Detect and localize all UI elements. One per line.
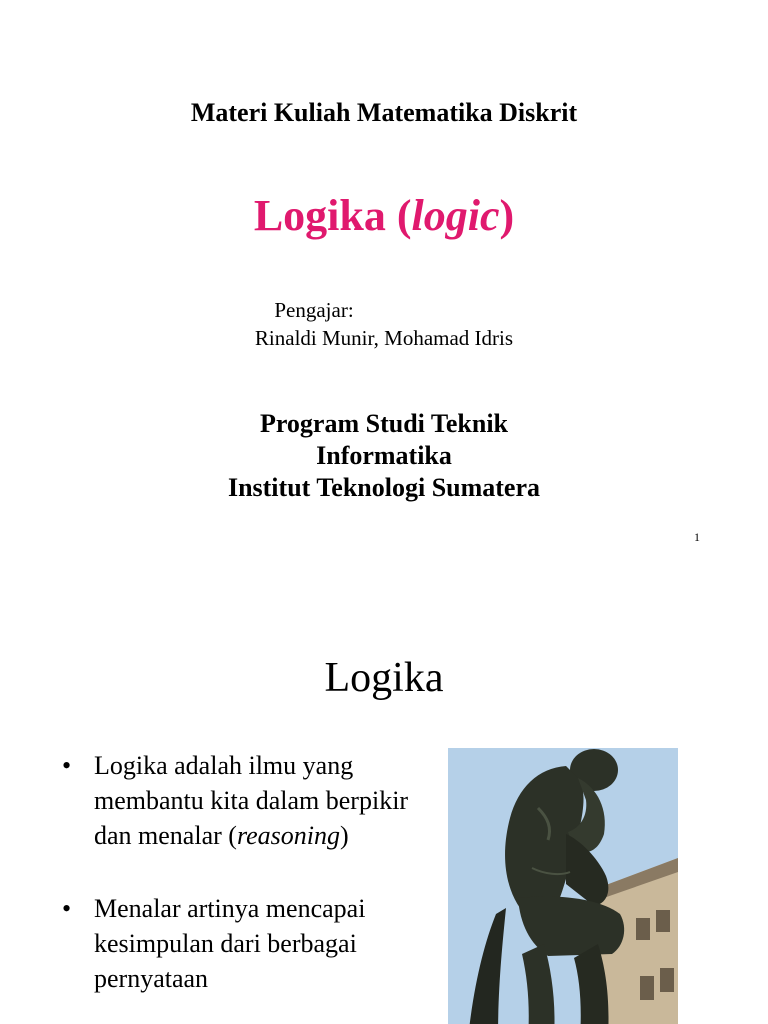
- thinker-statue-image: [448, 748, 678, 1024]
- bullet-dot-icon: •: [62, 751, 72, 780]
- slide-2-title: Logika: [324, 655, 444, 701]
- course-title: Materi Kuliah Matematika Diskrit: [190, 98, 578, 127]
- institution-line-1: Program Studi Teknik: [259, 409, 509, 438]
- title-close-text: ): [499, 191, 515, 240]
- institution-line-2: Informatika: [316, 441, 452, 470]
- bullet-item-2: [62, 891, 422, 996]
- slide-title: [0, 190, 768, 241]
- slide-2: [0, 576, 768, 1024]
- institution-block: [0, 408, 768, 504]
- bullet-dot-icon: •: [62, 894, 72, 923]
- institution-line-3: Institut Teknologi Sumatera: [227, 473, 541, 502]
- bullet-list: [62, 748, 422, 1024]
- title-main-text: Logika (: [253, 191, 412, 240]
- bullet-2-text: Menalar artinya mencapai kesimpulan dari berbagai pernyataan: [94, 894, 366, 993]
- bullet-1-italic: reasoning: [236, 821, 340, 850]
- page-number: 1: [694, 530, 700, 544]
- lecturer-block: [0, 296, 768, 352]
- lecturer-names: Rinaldi Munir, Mohamad Idris: [254, 326, 514, 350]
- lecturer-label: Pengajar:: [274, 298, 354, 322]
- bullet-1-text: Logika adalah ilmu yang membantu kita dalam berpikir dan menalar (: [94, 751, 409, 850]
- bullet-item-1: [62, 748, 422, 853]
- bullet-1-close: ): [339, 821, 349, 850]
- title-italic-text: logic: [411, 191, 500, 240]
- thinker-statue-icon: [448, 748, 678, 1024]
